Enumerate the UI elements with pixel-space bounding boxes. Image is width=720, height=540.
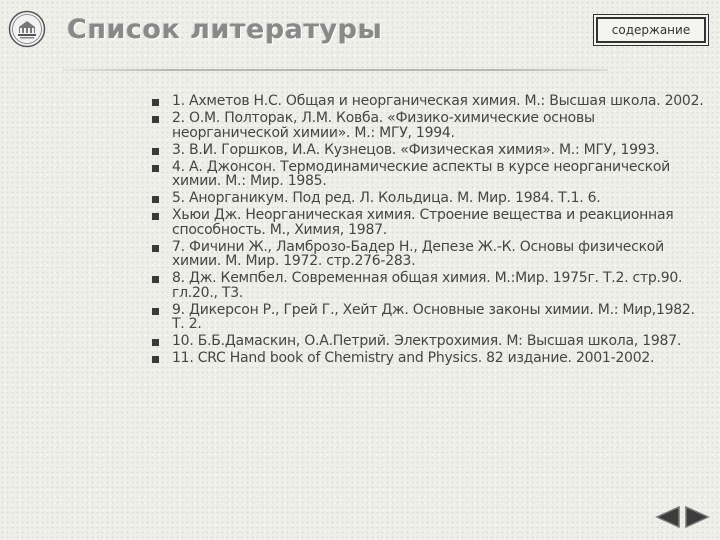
reference-text: Хьюи Дж. Неорганическая химия. Строение вещества и реакционная способность. М., Химия, 1987. — [172, 207, 674, 238]
square-bullet-icon — [152, 356, 159, 363]
next-slide-button[interactable] — [684, 505, 710, 529]
reference-item — [150, 94, 710, 109]
contents-button[interactable] — [593, 14, 709, 46]
square-bullet-icon — [152, 99, 159, 106]
contents-button-label: содержание — [596, 17, 706, 43]
square-bullet-icon — [152, 116, 159, 123]
square-bullet-icon — [152, 165, 159, 172]
reference-item — [150, 191, 710, 206]
reference-item — [150, 240, 710, 269]
reference-text: 1. Ахметов Н.С. Общая и неорганическая химия. М.: Высшая школа. 2002. — [172, 93, 704, 109]
square-bullet-icon — [152, 213, 159, 220]
square-bullet-icon — [152, 308, 159, 315]
reference-item — [150, 208, 710, 237]
reference-text: 3. В.И. Горшков, И.А. Кузнецов. «Физическая химия». М.: МГУ, 1993. — [172, 141, 660, 158]
reference-text: 2. О.М. Полторак, Л.М. Ковба. «Физико-химические основы неорганической химии». М.: МГУ, 1994. — [172, 109, 595, 141]
reference-item — [150, 271, 710, 300]
square-bullet-icon — [152, 196, 159, 203]
triangle-left-icon — [657, 507, 679, 527]
university-emblem-icon — [8, 10, 46, 48]
square-bullet-icon — [152, 339, 159, 346]
reference-text: 7. Фичини Ж., Ламброзо-Бадер Н., Депезе Ж.-К. Основы физической химии. М. Мир. 1972. стр.276-283. — [172, 238, 664, 270]
reference-item — [150, 111, 710, 140]
reference-text: 8. Дж. Кемпбел. Современная общая химия. М.:Мир. 1975г. Т.2. стр.90. гл.20., Т3. — [172, 270, 683, 301]
title-divider — [62, 69, 608, 71]
reference-item — [150, 351, 710, 366]
reference-text: 10. Б.Б.Дамаскин, О.А.Петрий. Электрохимия. М: Высшая школа, 1987. — [172, 333, 682, 350]
square-bullet-icon — [152, 245, 159, 252]
square-bullet-icon — [152, 276, 159, 283]
triangle-right-icon — [686, 507, 708, 527]
reference-text: 11. CRC Hand book of Chemistry and Physics. 82 издание. 2001-2002. — [172, 350, 655, 367]
reference-text: 4. А. Джонсон. Термодинамические аспекты в курсе неорганической химии. М.: Мир. 1985. — [172, 158, 671, 190]
page-title: Список литературы — [67, 14, 383, 45]
reference-item — [150, 160, 710, 189]
previous-slide-button[interactable] — [655, 505, 681, 529]
reference-list — [150, 94, 710, 368]
reference-text: 9. Дикерсон Р., Грей Г., Хейт Дж. Основные законы химии. М.: Мир,1982. Т. 2. — [172, 301, 695, 333]
reference-text: 5. Анорганикум. Под ред. Л. Кольдица. М. Мир. 1984. Т.1. 6. — [172, 190, 601, 207]
square-bullet-icon — [152, 148, 159, 155]
reference-item — [150, 334, 710, 349]
reference-item — [150, 143, 710, 158]
reference-item — [150, 303, 710, 332]
